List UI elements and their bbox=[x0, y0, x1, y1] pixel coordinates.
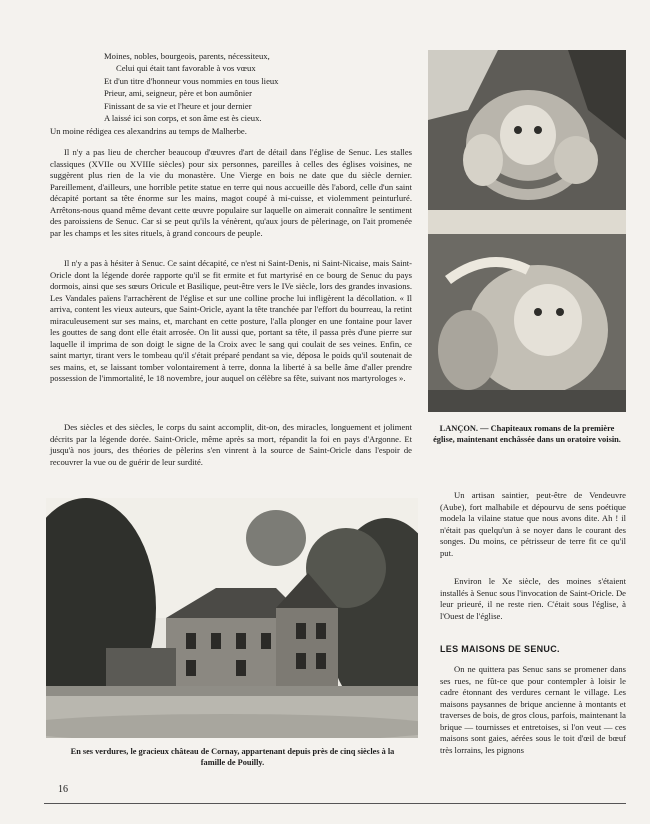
page-number: 16 bbox=[58, 784, 68, 795]
poem bbox=[104, 50, 404, 124]
capitals-photo-art bbox=[428, 50, 626, 412]
poem-line: Moines, nobles, bourgeois, parents, nécessiteux, bbox=[104, 51, 270, 61]
chateau-caption: En ses verdures, le gracieux château de Cornay, appartenant depuis près de cinq siècles à la famille de Pouilly. bbox=[70, 747, 395, 767]
paragraph-saint-oricle: Il n'y a pas à hésiter à Senuc. Ce saint décapité, ce n'est ni Saint-Denis, ni Saint-Nicaise, mais Saint-Oricle dont la légende dorée rapporte qu'il se fit ermite et fut martyrisé en ce bourg de Senuc du pays dormois, ainsi que ses sœurs Oricule et Basilique, peut-être vers le IVe siècle, lors des grandes invasions. Les Vandales païens l'arrachèrent de l'église et sur une colline proche lui infligèrent la décollation. « Il arriva, content les vieux auteurs, que Saint-Oricle, ayant la tête tranchée par l'effort du bourreau, la retint miraculeusement sur ses mains, et, marchant en cette posture, l'alla plonger en une fontaine pour laver les gouttes de sang dont elle était arrosée. On lit aussi que, portant sa tête, il passa près d'une pierre sur laquelle il imprima de son doigt le signe de la Croix avec le sang qui coulait de ses veines. Enfin, ce saint martyr, tirant vers le tombeau qu'il s'était préparé pendant sa vie, déposa le poids qu'il soutenait de ses mains, et, se laissant tomber volontairement à terre, donna la liberté à sa belle âme d'aller prendre possession de l'immortalité, le 18 novembre, jour auquel on célèbre sa fête, suivant nos martyrologes ». bbox=[50, 258, 412, 384]
paragraph-miracles: Des siècles et des siècles, le corps du saint accomplit, dit-on, des miracles, longuement et joliment décrits par la légende dorée. Saint-Oricle, même après sa mort, répandit la foi en pays d'Argonne. Et jusqu'à nos jours, des théories de pèlerins s'en vinrent à la source de Saint-Oricle dans l'espoir de recouvrer la vue ou de guérir de leur surdité. bbox=[50, 422, 412, 467]
capitals-caption: LANÇON. — Chapiteaux romans de la première église, maintenant enchâssée dans un oratoire voisin. bbox=[433, 424, 621, 444]
poem-line: Et d'un titre d'honneur vous nommies en tous lieux bbox=[104, 75, 279, 86]
poem-attribution: Un moine rédigea ces alexandrins au temps de Malherbe. bbox=[50, 126, 247, 136]
capitals-photo bbox=[428, 50, 626, 412]
footer-rule bbox=[44, 803, 626, 804]
paragraph-artisan: Un artisan saintier, peut-être de Vendeuvre (Aube), fort malhabile et dépourvu de sens poétique modela la vilaine statue que nous avons dite. Ah ! il n'était pas quelqu'un à se noyer dans le courant des songes. Du moins, ce pétrisseur de terre fit ce qu'il put. bbox=[440, 490, 626, 558]
poem-line: Celui qui était tant favorable à vos vœux bbox=[116, 63, 256, 74]
paragraph-maisons: On ne quittera pas Senuc sans se promener dans ses rues, ne fût-ce que pour contempler à loisir le cadre étonnant des verdures cernant le village. Les maisons paysannes de brique ancienne à montants et traverses de bois, de gros clous, parfois, maintenant la brique — tournisses et entretoises, si l'on veut — ces maisons sont gaies, aérées sous le toit d'œil de bœuf très lorrains, les pignons bbox=[440, 664, 626, 755]
paragraph-moines: Environ le Xe siècle, des moines s'étaient installés à Senuc sous l'invocation de Saint-Oricle. De leur prieuré, il ne reste rien. C'était sous l'église, à l'Ouest de l'église. bbox=[440, 576, 626, 621]
section-heading: LES MAISONS DE SENUC. bbox=[440, 644, 560, 654]
chateau-photo bbox=[46, 498, 418, 738]
poem-line: A laissé ici son corps, et son âme est ès cieux. bbox=[104, 113, 262, 124]
poem-line: Prieur, ami, seigneur, père et bon aumônier bbox=[104, 88, 252, 99]
paragraph-stalles: Il n'y a pas lieu de chercher beaucoup d'œuvres d'art de détail dans l'église de Senuc. Les stalles classiques (XVIIe ou XVIIIe siècles) pour six personnes, pareilles à celles des églises voisines, ne suggèrent plus rien de la vie du monastère. Une Vierge en bois ne date que du siècle dernier. Pareillement, d'ailleurs, une horrible petite statue en terre qui nous accueille dès l'abord, celle d'un saint décapité portant sa tête énorme sur les mains, magot coupé à mi-cuisse, et violemment peinturluré. Arrêtons-nous quand même devant cette œuvre populaire sur laquelle on aimerait connaître le sentiment des paroissiens de Senuc. Car si se peut qu'ils la vénèrent, qu'aux jours de pèlerinage, on l'ait promenée par les champs et les sites rituels, à grand concours de peuple. bbox=[50, 147, 412, 238]
chateau-photo-art bbox=[46, 498, 418, 738]
poem-line: Finissant de sa vie et l'heure et jour dernier bbox=[104, 100, 252, 111]
